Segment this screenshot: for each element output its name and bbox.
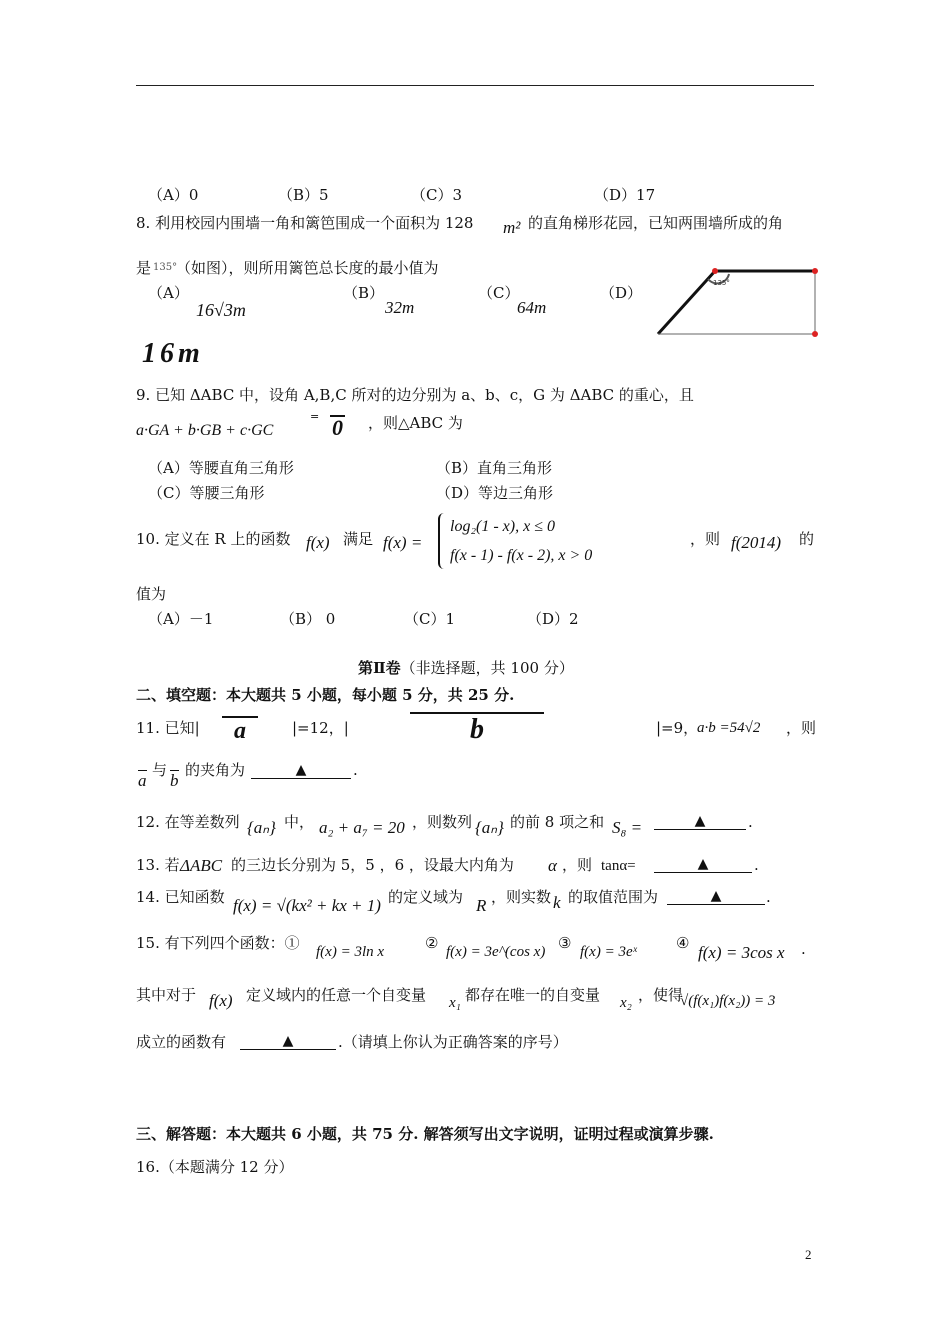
q10-f2014: f(2014) bbox=[731, 533, 782, 552]
q10-option-a: （A）－1 bbox=[148, 610, 214, 628]
q11-then: ，则 bbox=[786, 719, 817, 737]
q9-eq: = bbox=[310, 410, 320, 423]
q15-line2-mid: 定义域内的任意一个自变量 bbox=[246, 986, 427, 1004]
q8-option-c-label: （C） bbox=[478, 284, 520, 302]
q15-line2-tail: ，使得 bbox=[638, 986, 684, 1004]
q12-tail: 的前 8 项之和 bbox=[510, 813, 605, 831]
q11-line2-b: b bbox=[170, 771, 179, 790]
q12-pre: 12. 在等差数列 bbox=[136, 813, 240, 831]
q10-case2: f(x - 1) - f(x - 2), x > 0 bbox=[450, 547, 593, 564]
q11-line2-with: 与 bbox=[152, 761, 168, 779]
q14-k: k bbox=[553, 893, 561, 912]
section3-header: 三、解答题：本大题共 6 小题，共 75 分. 解答须写出文字说明，证明过程或演算步骤. bbox=[136, 1125, 714, 1143]
q14-end: . bbox=[766, 888, 771, 906]
q9-expr: a·GA + b·GB + c·GC bbox=[136, 422, 274, 439]
q15-line2-fx: f(x) bbox=[209, 991, 233, 1010]
q9-option-a: （A）等腰直角三角形 bbox=[148, 459, 294, 477]
q15-answer-mark: ▲ bbox=[282, 1033, 294, 1049]
q10-pre: 10. 定义在 R 上的函数 bbox=[136, 530, 291, 548]
q15-line3-tail: .（请填上你认为正确答案的序号） bbox=[338, 1033, 568, 1051]
q12-answer-blank[interactable] bbox=[654, 813, 746, 830]
q15-line2-mid2: 都存在唯一的自变量 bbox=[465, 986, 601, 1004]
q8-option-b-label: （B） bbox=[343, 284, 385, 302]
section2-title-bold: 第Ⅱ卷 bbox=[358, 659, 401, 677]
q15-cond: √(f(x₁)f(x₂)) = 3 bbox=[680, 993, 776, 1009]
q10-case1: log₂(1 - x), x ≤ 0 bbox=[450, 518, 555, 535]
q8-option-d-value: 16m bbox=[142, 338, 204, 369]
q10-line2: 值为 bbox=[136, 585, 167, 603]
q8-option-d-label: （D） bbox=[600, 284, 643, 302]
q8-option-b-value: 32m bbox=[385, 298, 415, 317]
q13-end: . bbox=[754, 856, 759, 874]
q15-line3-pre: 成立的函数有 bbox=[136, 1033, 227, 1051]
q12-mid: 中， bbox=[284, 813, 315, 831]
vertex-top-left bbox=[712, 268, 718, 274]
q12-s8: S₈ = bbox=[612, 818, 643, 837]
q11-end: . bbox=[353, 761, 358, 779]
q11-answer-mark: ▲ bbox=[295, 762, 307, 778]
q14-answer-blank[interactable] bbox=[667, 888, 765, 905]
q14-func: f(x) = √(kx² + kx + 1) bbox=[233, 896, 381, 915]
q14-mid: 的定义域为 bbox=[388, 888, 464, 906]
q15-f4: f(x) = 3cos x bbox=[698, 943, 785, 962]
fence-slant bbox=[658, 271, 715, 334]
q12-cond: a₂ + a₇ = 20 bbox=[319, 818, 405, 837]
q15-f2: f(x) = 3e^(cos x) bbox=[446, 944, 546, 960]
vertex-top-right bbox=[812, 268, 818, 274]
q14-answer-mark: ▲ bbox=[710, 888, 722, 904]
q11-pre: 11. 已知| bbox=[136, 719, 200, 737]
q11-line2-a: a bbox=[138, 771, 147, 790]
q9-line1: 9. 已知 ΔABC 中，设角 A,B,C 所对的边分别为 a、b、c，G 为 ΔABC 的重心，且 bbox=[136, 386, 694, 404]
q8-option-a-label: （A） bbox=[148, 284, 189, 302]
q13-mid: 的三边长分别为 5，5 ，6 ，设最大内角为 bbox=[231, 856, 514, 874]
q12-end: . bbox=[748, 813, 753, 831]
q12-seq2: {aₙ} bbox=[475, 818, 504, 837]
vertex-bottom-right bbox=[812, 331, 818, 337]
section2-header: 二、填空题：本大题共 5 小题，每小题 5 分，共 25 分. bbox=[136, 686, 515, 704]
q10-brace bbox=[438, 513, 446, 569]
q8-line1-tail: 的直角梯形花园，已知两围墙所成的角 bbox=[528, 214, 784, 232]
q11-answer-blank[interactable] bbox=[251, 762, 351, 779]
q9-option-b: （B）直角三角形 bbox=[436, 459, 553, 477]
q7-option-d: （D）17 bbox=[594, 186, 656, 204]
q8-line2-pre: 是 bbox=[136, 259, 152, 277]
q10-mid: 满足 bbox=[343, 530, 374, 548]
q8-unit: m² bbox=[503, 218, 521, 237]
q10-option-c: （C）1 bbox=[404, 610, 456, 628]
q13-answer-blank[interactable] bbox=[654, 856, 752, 873]
q15-x1: x₁ bbox=[449, 995, 461, 1011]
q15-line2-pre: 其中对于 bbox=[136, 986, 197, 1004]
q11-vec-b: b bbox=[410, 712, 544, 746]
q9-option-d: （D）等边三角形 bbox=[436, 484, 554, 502]
q13-tri: ΔABC bbox=[180, 856, 223, 875]
q12-mid2: ，则数列 bbox=[412, 813, 473, 831]
q15-end1: . bbox=[801, 940, 806, 958]
q13-tail: ，则 bbox=[562, 856, 593, 874]
q10-de: 的 bbox=[799, 530, 815, 548]
q13-tan: tanα= bbox=[601, 858, 636, 874]
q7-option-a: （A）0 bbox=[148, 186, 199, 204]
q13-answer-mark: ▲ bbox=[697, 856, 709, 872]
figure-angle-label: 135° bbox=[713, 279, 730, 287]
q13-alpha: α bbox=[548, 856, 557, 875]
q16-title: 16.（本题满分 12 分） bbox=[136, 1158, 294, 1176]
q10-option-d: （D）2 bbox=[527, 610, 579, 628]
section2-title bbox=[358, 658, 574, 678]
q11-tail: |=9， bbox=[656, 719, 699, 737]
q10-option-b: （B） 0 bbox=[280, 610, 336, 628]
q11-line2-tail: 的夹角为 bbox=[185, 761, 246, 779]
q13-pre: 13. 若 bbox=[136, 856, 180, 874]
q12-seq: {aₙ} bbox=[247, 818, 276, 837]
q14-pre: 14. 已知函数 bbox=[136, 888, 225, 906]
q14-tail: ，则实数 bbox=[491, 888, 552, 906]
q11-vec-a: a bbox=[222, 716, 258, 745]
q8-option-c-value: 64m bbox=[517, 298, 547, 317]
q15-n2: ② bbox=[425, 934, 439, 952]
q11-dot: a·b =54√2 bbox=[697, 720, 761, 736]
q9-zero-vector: 0 bbox=[332, 415, 343, 440]
q11-mid: |=12，| bbox=[292, 719, 349, 737]
q15-pre: 15. 有下列四个函数：① bbox=[136, 934, 300, 952]
q7-option-b: （B）5 bbox=[278, 186, 329, 204]
q15-n4: ④ bbox=[676, 934, 690, 952]
q10-fx2: f(x) = bbox=[383, 533, 423, 552]
q8-line2-tail: （如图），则所用篱笆总长度的最小值为 bbox=[176, 259, 439, 277]
section2-title-rest: （非选择题，共 100 分） bbox=[400, 659, 574, 677]
q7-option-c: （C）3 bbox=[411, 186, 463, 204]
q8-option-a-value: 16√3m bbox=[196, 300, 246, 320]
q8-line1: 8. 利用校园内围墙一角和篱笆围成一个面积为 128 bbox=[136, 214, 474, 232]
q9-tail: ，则△ABC 为 bbox=[368, 414, 463, 432]
q15-f1: f(x) = 3ln x bbox=[316, 944, 385, 960]
q15-answer-blank[interactable] bbox=[240, 1033, 336, 1050]
page-number: 2 bbox=[805, 1247, 812, 1262]
q15-n3: ③ bbox=[558, 934, 572, 952]
q8-angle: 135° bbox=[153, 262, 178, 273]
q10-fx: f(x) bbox=[306, 533, 330, 552]
q15-f3: f(x) = 3eˣ bbox=[580, 944, 637, 960]
q12-answer-mark: ▲ bbox=[694, 813, 706, 829]
q8-trapezoid-figure bbox=[650, 262, 825, 342]
q15-x2: x₂ bbox=[620, 995, 632, 1011]
q14-R: R bbox=[476, 896, 487, 915]
q10-then: ，则 bbox=[690, 530, 721, 548]
q9-option-c: （C）等腰三角形 bbox=[148, 484, 265, 502]
q14-tail2: 的取值范围为 bbox=[568, 888, 659, 906]
header-rule bbox=[136, 85, 814, 86]
